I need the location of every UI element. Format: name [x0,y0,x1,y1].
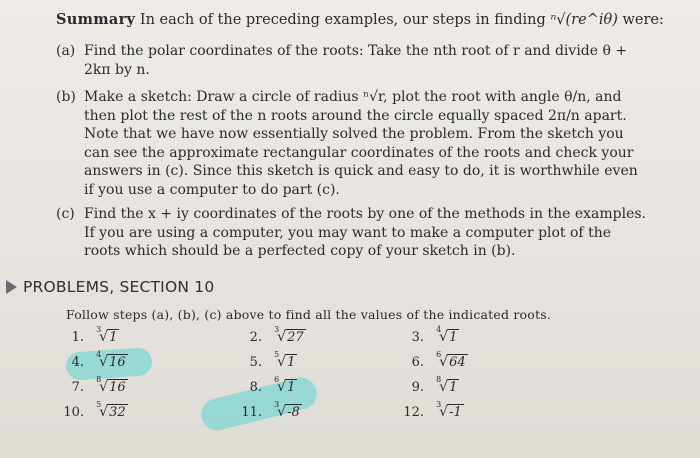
problems-row-2 [60,350,680,379]
summary-text-start: In each of the preceding examples, our steps in finding [139,12,546,28]
summary-text-end: were: [622,12,664,28]
problems-instruction: Follow steps (a), (b), (c) above to find all the values of the indicated roots. [66,307,552,322]
problem-3: 3. 4 √ 1 [411,325,458,345]
step-c-text: Find the x + iy coordinates of the roots by one of the methods in the examples. If you are using a computer, you may want to make a computer plot of the roots which should be a perfected copy of your sketch in (b). [84,206,647,259]
problem-4: 4. 4 √ 16 [71,350,126,370]
summary-line [56,10,676,30]
step-a [56,42,646,79]
problem-12: 12. 3 √ -1 [403,400,462,420]
problems-row-4 [60,400,680,429]
summary-math-expression: ⁿ√(re^iθ) [550,12,618,28]
step-a-text: Find the polar coordinates of the roots: Take the nth root of r and divide θ + 2kπ by n. [84,43,628,78]
problem-9: 9. 8 √ 1 [411,375,458,395]
step-c [56,205,646,261]
problem-6: 6. 6 √ 64 [411,350,466,370]
problem-7: 7. 8 √ 16 [71,375,126,395]
problems-row-1 [60,325,680,354]
problem-11: 11. 3 √ -8 [241,400,300,420]
step-b-text: Make a sketch: Draw a circle of radius ⁿ√r, plot the root with angle θ/n, and then plot the rest of the n roots around the circle equally spaced 2π/n apart. Note that we have now essentially solved the problem. From the sketch you can see the approximate rectangular coordinates of the roots and check your answers in (c). Since this sketch is quick and easy to do, it is worthwhile even if you use a computer to do part (c). [84,89,638,198]
problems-heading [6,278,214,296]
problem-2: 2. 3 √ 27 [249,325,304,345]
problem-1: 1. 3 √ 1 [71,325,118,345]
step-b [56,88,646,199]
triangle-marker-icon [6,280,17,294]
step-b-label: (b) [56,89,76,105]
summary-title: Summary [56,11,136,28]
problem-8: 8. 6 √ 1 [249,375,296,395]
problem-10: 10. 5 √ 32 [63,400,126,420]
step-c-label: (c) [56,206,75,222]
problems-heading-text: PROBLEMS, SECTION 10 [23,278,215,296]
problem-5: 5. 5 √ 1 [249,350,296,370]
step-a-label: (a) [56,43,76,59]
problems-row-3 [60,375,680,404]
